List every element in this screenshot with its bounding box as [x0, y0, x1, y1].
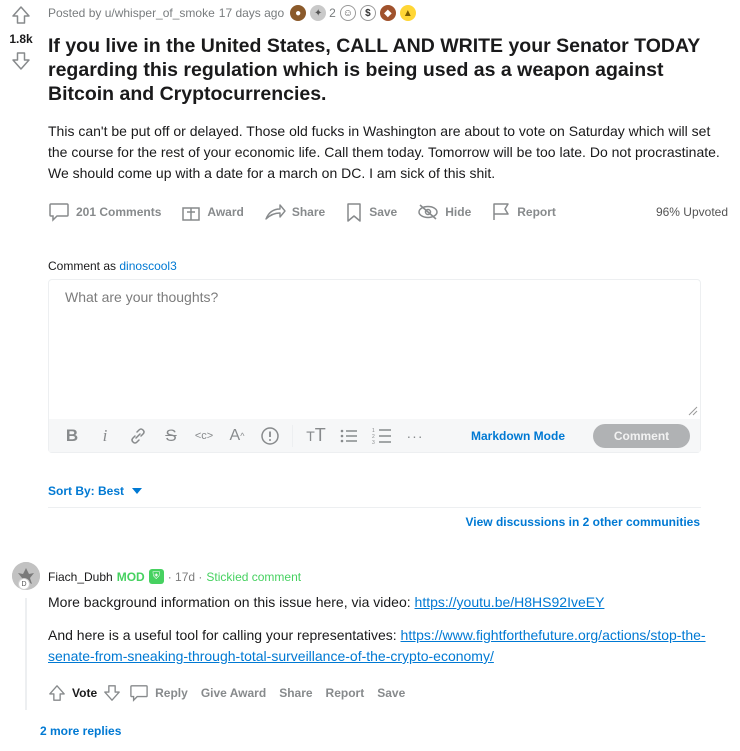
comment-as-username[interactable]: dinoscool3: [119, 259, 177, 273]
give-award-button[interactable]: Give Award: [200, 686, 267, 700]
numbered-list-icon[interactable]: [371, 425, 393, 447]
link-icon[interactable]: [127, 425, 149, 447]
svg-text:2: 2: [372, 433, 375, 440]
comment-paragraph: [48, 625, 708, 667]
bulleted-list-icon[interactable]: [338, 425, 360, 447]
report-button[interactable]: Report: [325, 686, 365, 700]
awards-row[interactable]: [290, 5, 416, 21]
toolbar-divider: [292, 425, 293, 447]
vote-label: Vote: [72, 686, 98, 700]
share-icon: [264, 202, 286, 222]
comment-action-bar: [48, 682, 418, 704]
share-button[interactable]: [264, 202, 325, 222]
award-3-icon: ☺: [340, 5, 356, 21]
flag-icon: [491, 202, 511, 222]
bold-icon[interactable]: B: [65, 425, 79, 445]
save-button[interactable]: Save: [377, 686, 406, 700]
more-icon[interactable]: ···: [406, 427, 424, 444]
hide-eye-icon: [417, 202, 439, 222]
share-button[interactable]: Share: [279, 686, 313, 700]
post-age: 17 days ago: [218, 6, 285, 20]
upvote-ratio: 96% Upvoted: [655, 205, 728, 219]
award-2-icon: ✦: [310, 5, 326, 21]
stickied-label: Stickied comment: [206, 569, 302, 584]
mod-shield-icon: ⛨: [149, 569, 164, 584]
comment-body: [48, 592, 708, 679]
superscript-icon[interactable]: A ^: [229, 426, 245, 444]
svg-text:1: 1: [372, 427, 375, 434]
comment-meta: [48, 569, 301, 584]
downvote-icon[interactable]: [103, 684, 121, 702]
view-discussions-link[interactable]: View discussions in 2 other communities: [465, 515, 700, 529]
comment-text: And here is a useful tool for calling your representatives:: [48, 627, 401, 643]
reply-button[interactable]: [129, 684, 188, 702]
award-count: 2: [329, 6, 336, 20]
post-action-bar: [48, 200, 728, 224]
mod-badge: MOD: [116, 569, 145, 584]
resize-handle-icon[interactable]: [688, 406, 698, 416]
award-label: Award: [207, 205, 244, 219]
fightforthefuture-link[interactable]: https://www.fightforthefuture.org/actions/stop-the-senate-from-sneaking-through-total-surveillance-of-the-crypto-economy/: [48, 627, 706, 664]
comments-button[interactable]: [48, 202, 161, 222]
bookmark-icon: [345, 202, 363, 222]
formatting-toolbar: [49, 419, 700, 452]
posted-by[interactable]: Posted by u/whisper_of_smoke: [48, 6, 215, 20]
post-body: This can't be put off or delayed. Those old fucks in Washington are about to vote on Saturday which will set the course for the rest of your economic life. Call them today. Tomorrow will be too late. Do not procrastinate. We should come up with a date for a march on DC. I am sick of this shit.: [48, 123, 720, 181]
submit-comment-button[interactable]: Comment: [593, 424, 690, 448]
award-5-icon: ◆: [380, 5, 396, 21]
caret-down-icon: [132, 488, 142, 494]
thread-line[interactable]: [25, 598, 27, 710]
comment-paragraph: [48, 592, 708, 613]
report-button[interactable]: [491, 202, 556, 222]
italic-icon[interactable]: i: [102, 425, 108, 445]
upvote-icon[interactable]: [48, 684, 66, 702]
comment-textarea[interactable]: [49, 280, 700, 418]
share-label: Share: [291, 205, 326, 219]
comment-text: More background information on this issue here, via video:: [48, 594, 415, 610]
inline-code-icon[interactable]: <c>: [194, 429, 214, 442]
award-button[interactable]: [181, 202, 243, 222]
comment-as-label: Comment as: [48, 259, 117, 273]
markdown-mode-button[interactable]: Markdown Mode: [470, 428, 565, 443]
sort-label: Sort By: Best: [48, 484, 125, 498]
comment-icon: [129, 684, 149, 702]
award-6-icon: ▲: [400, 5, 416, 21]
downvote-icon[interactable]: [10, 50, 32, 72]
save-label: Save: [369, 205, 398, 219]
heading-icon[interactable]: T T: [306, 425, 326, 445]
divider: [48, 507, 701, 508]
post-vote-column: [6, 4, 36, 72]
spoiler-icon[interactable]: [259, 425, 281, 447]
post-score: 1.8k: [9, 32, 33, 46]
reply-label: Reply: [155, 686, 188, 700]
report-label: Report: [517, 205, 556, 219]
avatar-badge-icon: D: [18, 578, 30, 590]
save-button[interactable]: [345, 202, 397, 222]
comment-as: [48, 259, 177, 273]
post-title: If you live in the United States, CALL AND WRITE your Senator TODAY regarding this regulation which is being used as a weapon against Bitcoin and Cryptocurrencies.: [48, 35, 700, 105]
youtube-link[interactable]: https://youtu.be/H8HS92IveEY: [414, 594, 605, 610]
hide-button[interactable]: [417, 202, 471, 222]
award-1-icon: ●: [290, 5, 306, 21]
comment-icon: [48, 202, 70, 222]
more-replies-link[interactable]: 2 more replies: [40, 724, 122, 738]
strikethrough-icon[interactable]: S: [165, 425, 177, 445]
upvote-icon[interactable]: [10, 4, 32, 26]
comment-editor: [48, 279, 701, 453]
hide-label: Hide: [445, 205, 472, 219]
post-meta: [48, 5, 416, 21]
comment-author[interactable]: Fiach_Dubh: [48, 569, 113, 584]
gift-icon: [181, 202, 201, 222]
comment-age: · 17d ·: [167, 569, 203, 584]
comments-label: 201 Comments: [76, 205, 162, 219]
award-4-icon: $: [360, 5, 376, 21]
sort-dropdown[interactable]: [48, 484, 142, 498]
svg-text:3: 3: [372, 439, 375, 445]
